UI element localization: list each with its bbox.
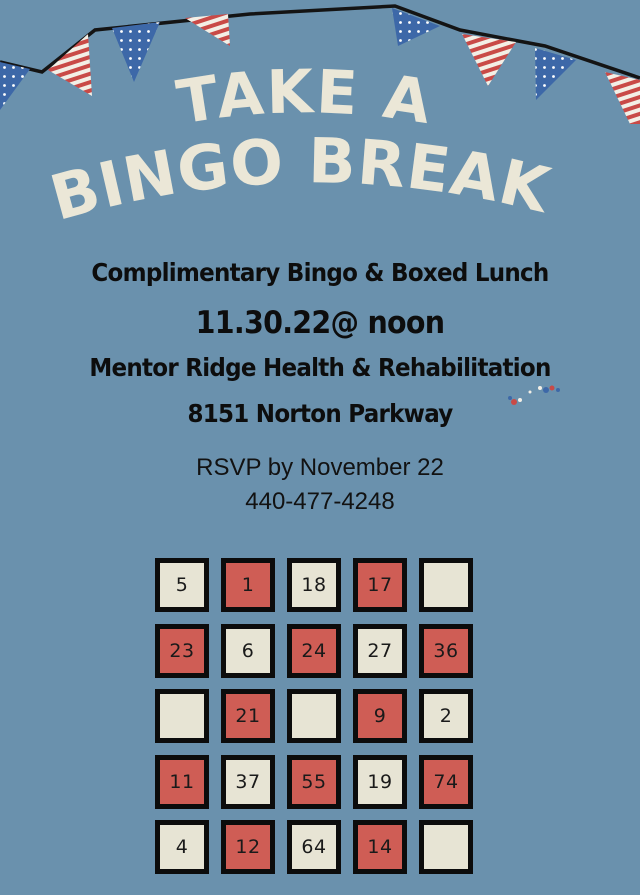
bingo-cell: 55 (287, 755, 341, 809)
bingo-cell: 37 (221, 755, 275, 809)
bingo-cell: 74 (419, 755, 473, 809)
bingo-cell: 14 (353, 820, 407, 874)
event-datetime: 11.30.22@ noon (195, 305, 445, 341)
bingo-cell: 27 (353, 624, 407, 678)
bingo-cell (419, 558, 473, 612)
bingo-card (155, 558, 473, 874)
bingo-cell: 17 (353, 558, 407, 612)
title-line-1: TAKE A (172, 57, 438, 139)
star-confetti (500, 372, 570, 412)
bingo-cell: 11 (155, 755, 209, 809)
bingo-cell: 18 (287, 558, 341, 612)
bingo-cell: 6 (221, 624, 275, 678)
bingo-cell: 24 (287, 624, 341, 678)
event-address: 8151 Norton Parkway (187, 399, 453, 428)
bingo-cell: 9 (353, 689, 407, 743)
title (0, 40, 640, 230)
bingo-cell (155, 689, 209, 743)
bingo-cell (287, 689, 341, 743)
bingo-cell: 36 (419, 624, 473, 678)
event-venue: Mentor Ridge Health & Rehabilitation (89, 353, 551, 382)
bingo-cell: 5 (155, 558, 209, 612)
rsvp-text: RSVP by November 22 (196, 454, 444, 481)
bingo-cell: 12 (221, 820, 275, 874)
bingo-cell (419, 820, 473, 874)
bingo-cell: 2 (419, 689, 473, 743)
event-subtitle: Complimentary Bingo & Boxed Lunch (91, 258, 549, 287)
bingo-cell: 1 (221, 558, 275, 612)
bingo-cell: 4 (155, 820, 209, 874)
bingo-cell: 64 (287, 820, 341, 874)
title-line-2: BINGO BREAK (42, 124, 557, 230)
bingo-cell: 21 (221, 689, 275, 743)
bingo-cell: 23 (155, 624, 209, 678)
phone-number: 440-477-4248 (245, 488, 395, 515)
bingo-cell: 19 (353, 755, 407, 809)
